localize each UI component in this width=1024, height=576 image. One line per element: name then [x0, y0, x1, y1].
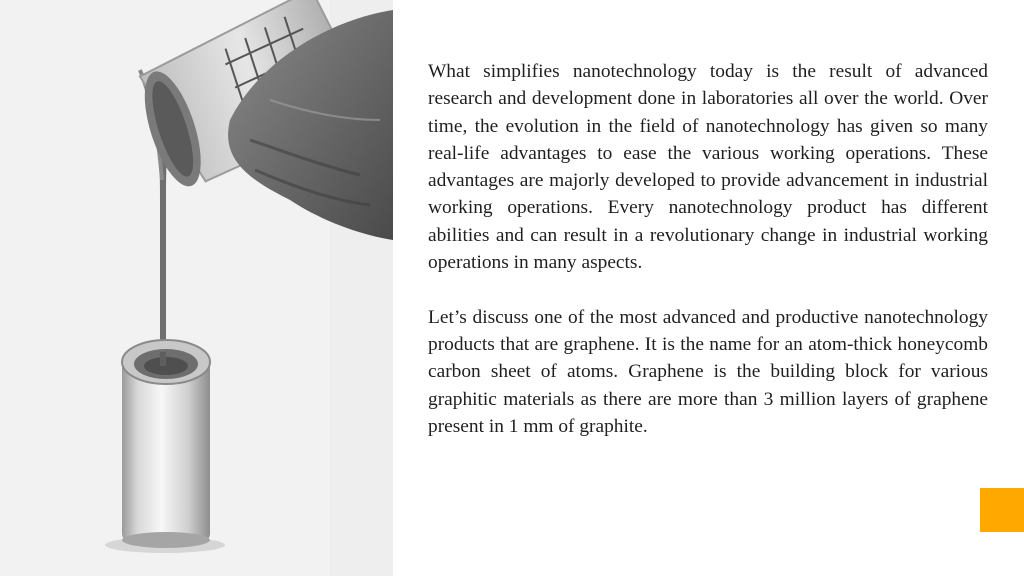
accent-square: [980, 488, 1024, 532]
paragraph-intro: What simplifies nanotechnology today is the result of advanced research and development done in laboratories all over the world. Over time, the evolution in the field of nanotechnology has given so many real-life advantages to ease the various working operations. These advantages are majorly developed to provide advancement in industrial working operations. Every nanotechnology product has different abilities and can result in a revolutionary change in industrial working operations in many aspects.: [428, 61, 988, 274]
paragraph-graphene: Let’s discuss one of the most advanced and productive nanotechnology products that are graphene. It is the name for an atom-thick honeycomb carbon sheet of atoms. Graphene is the building block for various graphitic materials as there are more than 3 million layers of graphene present in 1 mm of graphite.: [428, 306, 988, 437]
body-text: [428, 58, 988, 440]
graphene-pouring-illustration: [0, 0, 393, 576]
lab-photo: [0, 0, 393, 576]
